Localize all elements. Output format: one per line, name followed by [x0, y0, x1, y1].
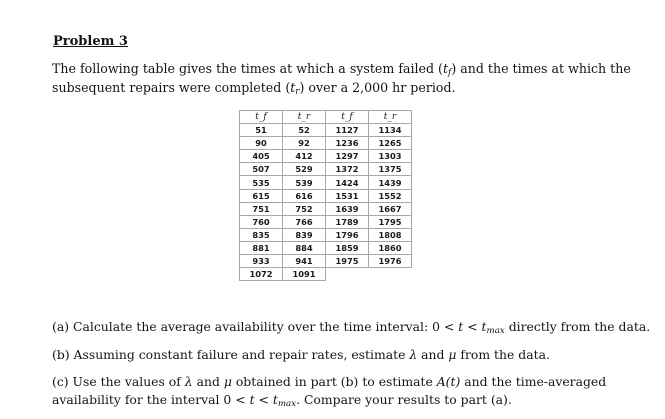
table-cell: 1796: [326, 228, 369, 241]
table-cell: 835: [240, 228, 283, 241]
table-cell: 412: [283, 150, 326, 163]
question-text: and the time-averaged: [460, 374, 607, 389]
table-cell: 535: [240, 176, 283, 189]
table-cell: 539: [283, 176, 326, 189]
question-a: [52, 318, 650, 336]
table-cell: 52: [283, 124, 326, 137]
table-row: [240, 228, 412, 241]
table-cell: 933: [240, 255, 283, 268]
intro-line-1: [52, 59, 642, 78]
symbol-lambda: λ: [409, 347, 418, 362]
symbol-mu: μ: [448, 347, 457, 362]
table-cell: 760: [240, 215, 283, 228]
table-cell: 1860: [369, 241, 412, 254]
availability-function: A(t): [436, 374, 461, 389]
question-text: and: [192, 374, 224, 389]
table-row: [240, 163, 412, 176]
table-cell: 1297: [326, 150, 369, 163]
column-header: t_f: [326, 111, 369, 124]
table-cell: 405: [240, 150, 283, 163]
variable-t: t: [442, 61, 449, 76]
intro-text: ) over a 2,000 hr period.: [299, 80, 456, 95]
table-cell: 529: [283, 163, 326, 176]
intro-text: The following table gives the times at which a system failed (: [52, 61, 443, 76]
intro-line-2: [52, 78, 642, 97]
table-cell: 1091: [283, 268, 326, 281]
column-header: t_f: [240, 111, 283, 124]
table-cell: 751: [240, 202, 283, 215]
variable-t: t: [249, 392, 255, 407]
table-cell: 1552: [369, 189, 412, 202]
table-cell: 766: [283, 215, 326, 228]
question-text: from the data.: [456, 347, 550, 362]
subscript-max: max: [277, 399, 297, 410]
table-cell: 1859: [326, 241, 369, 254]
table-row: [240, 255, 412, 268]
table-cell: 507: [240, 163, 283, 176]
table-cell: 1531: [326, 189, 369, 202]
column-header: t_r: [369, 111, 412, 124]
table-cell: 1976: [369, 255, 412, 268]
table-cell: 1808: [369, 228, 412, 241]
question-text: (c) Use the values of: [52, 374, 185, 389]
table-cell: 1372: [326, 163, 369, 176]
table-cell: 1975: [326, 255, 369, 268]
intro-text: subsequent repairs were completed (: [52, 80, 291, 95]
table-cell: 615: [240, 189, 283, 202]
table-cell: 90: [240, 137, 283, 150]
table-cell: 1236: [326, 137, 369, 150]
table-row: [240, 124, 412, 137]
variable-tmax: t: [272, 392, 278, 407]
subscript-f: f: [448, 68, 452, 79]
table-cell: 1375: [369, 163, 412, 176]
table-cell: 1303: [369, 150, 412, 163]
table-row: [240, 202, 412, 215]
table-cell: 1134: [369, 124, 412, 137]
table-cell: 51: [240, 124, 283, 137]
table-cell: 884: [283, 241, 326, 254]
question-text: availability for the interval 0 <: [52, 392, 250, 407]
table-row: [240, 137, 412, 150]
variable-tmax: t: [481, 319, 487, 334]
table-row: [240, 268, 412, 281]
question-text: <: [254, 392, 273, 407]
failure-repair-table: [239, 110, 412, 281]
question-b: [52, 346, 550, 364]
table-cell: 881: [240, 241, 283, 254]
symbol-lambda: λ: [184, 374, 193, 389]
table-cell: [326, 268, 369, 281]
question-text: <: [463, 319, 482, 334]
intro-text: ) and the times at which the: [451, 61, 631, 76]
table-cell: 92: [283, 137, 326, 150]
variable-t: t: [290, 80, 296, 95]
question-text: obtained in part (b) to estimate: [231, 374, 437, 389]
table-row: [240, 241, 412, 254]
table-cell: 1795: [369, 215, 412, 228]
question-c: [52, 373, 606, 409]
symbol-mu: μ: [223, 374, 232, 389]
variable-t: t: [458, 319, 464, 334]
table-row: [240, 189, 412, 202]
question-text: . Compare your results to part (a).: [296, 392, 512, 407]
table-cell: 1789: [326, 215, 369, 228]
table-cell: 616: [283, 189, 326, 202]
table-cell: 1072: [240, 268, 283, 281]
question-text: (b) Assuming constant failure and repair rates, estimate: [52, 347, 410, 362]
table-body: [240, 124, 412, 281]
problem-title: Problem 3: [53, 34, 128, 49]
table-cell: 1127: [326, 124, 369, 137]
table-cell: 1424: [326, 176, 369, 189]
table-cell: 1667: [369, 202, 412, 215]
table-cell: [369, 268, 412, 281]
table-cell: 1265: [369, 137, 412, 150]
table-cell: 752: [283, 202, 326, 215]
table-cell: 839: [283, 228, 326, 241]
subscript-r: r: [295, 87, 300, 98]
question-text: directly from the data.: [504, 319, 651, 334]
question-text: and: [417, 347, 449, 362]
table-row: [240, 176, 412, 189]
table-row: [240, 215, 412, 228]
table-cell: 1639: [326, 202, 369, 215]
question-text: (a) Calculate the average availability over the time interval: 0 <: [52, 319, 459, 334]
problem-intro: [52, 59, 642, 97]
table-row: [240, 150, 412, 163]
table-cell: 1439: [369, 176, 412, 189]
column-header: t_r: [283, 111, 326, 124]
table-cell: 941: [283, 255, 326, 268]
table-header-row: [240, 111, 412, 124]
subscript-max: max: [486, 326, 505, 337]
